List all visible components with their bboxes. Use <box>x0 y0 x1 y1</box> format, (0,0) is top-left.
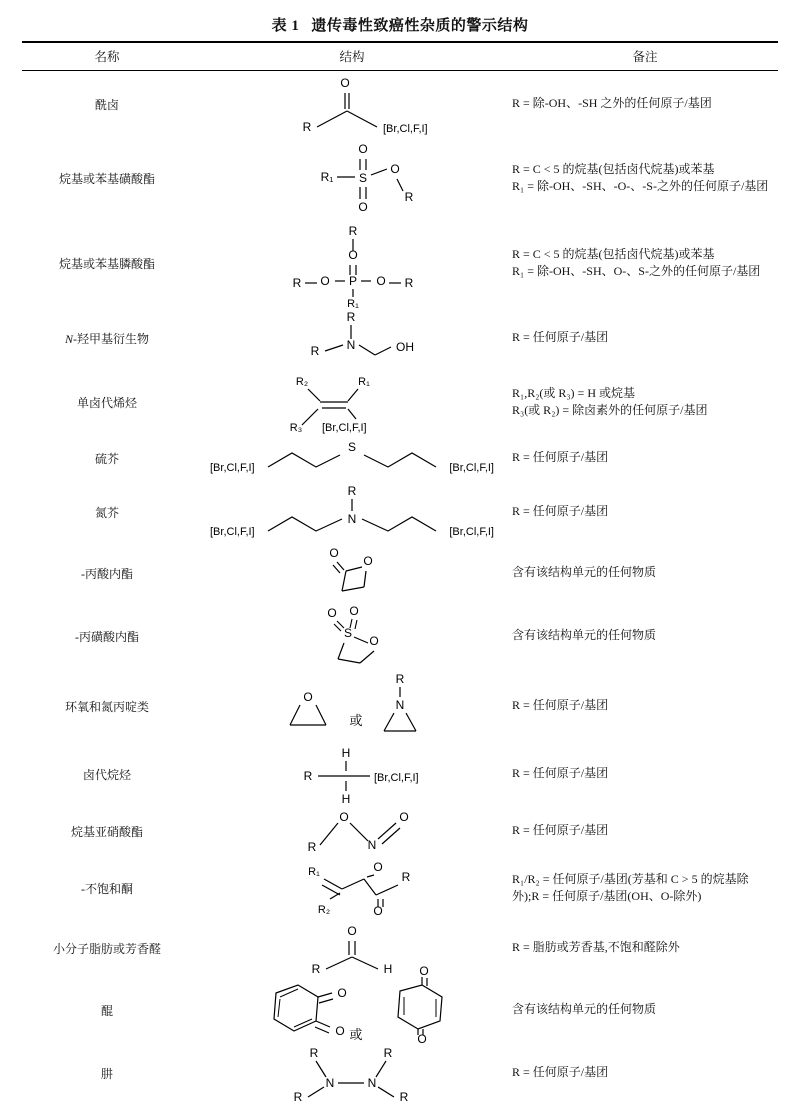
row-structure-monohaloalkene <box>192 369 512 435</box>
note-line: R = C < 5 的烷基(包括卤代烷基)或苯基 <box>512 161 715 176</box>
row-structure-phosphonate <box>192 219 512 310</box>
table-row <box>22 219 778 307</box>
label-r3: R₃ <box>289 422 303 434</box>
note-line: R₁,R₂(或 R₃) = H 或烷基 <box>512 385 635 400</box>
column-header-structure: 结构 <box>339 50 365 64</box>
table-row <box>22 743 778 805</box>
row-note <box>512 369 778 435</box>
label-o-top: O <box>419 964 429 978</box>
table-row <box>22 977 778 1043</box>
note-line: R = 脂肪或芳香基,不饱和醛除外 <box>512 940 680 955</box>
row-name: -丙酸内酯 <box>81 566 133 581</box>
row-structure-acyl-halide <box>192 71 512 137</box>
label-o-ester: O <box>390 162 400 176</box>
row-note <box>512 603 778 669</box>
label-r: R <box>311 962 321 976</box>
label-r: R <box>404 190 414 204</box>
para-quinone <box>398 964 442 1046</box>
table-row <box>22 543 778 603</box>
label-r-bottom-left: R <box>293 1090 303 1103</box>
label-s: S <box>343 626 353 640</box>
row-note <box>512 219 778 307</box>
row-note <box>512 1043 778 1103</box>
label-halide-left: [Br,Cl,F,I] <box>210 526 255 538</box>
label-r: R <box>302 120 312 134</box>
table-row <box>22 369 778 435</box>
row-structure-aldehyde <box>192 919 512 977</box>
note-line: 含有该结构单元的任何物质 <box>512 628 657 643</box>
label-halide: [Br,Cl,F,I] <box>383 123 428 135</box>
note-line: R₃(或 R₂) = 除卤素外的任何原子/基团 <box>512 403 708 417</box>
note-line: R₁/R₂ = 任何原子/基团(芳基和 C > 5 的烷基除 <box>512 871 749 886</box>
column-header-note: 备注 <box>632 50 658 64</box>
row-name: 环氧和氮丙啶类 <box>64 699 149 714</box>
row-structure-epoxide-aziridine <box>192 669 512 743</box>
label-r1: R₁ <box>358 376 370 388</box>
label-o-terminal: O <box>399 810 409 824</box>
label-r: R <box>347 484 357 498</box>
row-note <box>512 543 778 603</box>
note-line: R = 任何原子/基团 <box>512 766 609 781</box>
table-title <box>22 10 778 41</box>
row-note <box>512 71 778 137</box>
label-r-top: R <box>346 310 356 324</box>
warning-structures-table <box>22 43 778 70</box>
table-row <box>22 481 778 543</box>
label-r-left: R <box>310 344 320 358</box>
label-o-left: O <box>320 274 330 288</box>
row-name: 烷基或苯基磺酸酯 <box>58 171 155 186</box>
label-halide-right: [Br,Cl,F,I] <box>449 462 494 474</box>
label-halide-right: [Br,Cl,F,I] <box>449 526 494 538</box>
row-structure-unsaturated-ketone <box>192 857 512 919</box>
note-line: R = 任何原子/基团 <box>512 1065 609 1080</box>
label-r: R <box>401 870 411 884</box>
row-note <box>512 307 778 369</box>
note-line: R = 任何原子/基团 <box>512 450 609 465</box>
label-s: S <box>358 171 368 185</box>
row-structure-hydrazine <box>192 1043 512 1103</box>
row-name: -丙磺酸内酯 <box>75 629 139 644</box>
note-line: R₁ = 除-OH、-SH、-O-、-S-之外的任何原子/基团 <box>512 179 769 193</box>
table-row <box>22 669 778 743</box>
label-o-ring: O <box>363 554 373 568</box>
note-line: R = 任何原子/基团 <box>512 330 609 345</box>
row-name: -不饱和酮 <box>81 881 133 896</box>
table-row <box>22 857 778 919</box>
row-note <box>512 669 778 743</box>
label-r-top-right: R <box>383 1046 393 1060</box>
row-name-italic-prefix: N <box>64 331 73 346</box>
label-r2: R₂ <box>295 376 309 388</box>
label-o-top: O <box>348 248 358 262</box>
label-r1: R₁ <box>320 170 334 184</box>
row-note <box>512 919 778 977</box>
label-o-top: O <box>337 986 347 1000</box>
row-note <box>512 805 778 857</box>
label-n: N <box>395 698 405 712</box>
row-structure-alkyl-nitrite <box>192 805 512 857</box>
label-o-bottom: O <box>373 904 383 918</box>
label-n: N <box>347 512 357 526</box>
table-row <box>22 603 778 669</box>
row-note <box>512 481 778 543</box>
label-o: O <box>347 924 357 938</box>
label-n: N <box>367 838 377 852</box>
row-structure-quinone <box>192 964 512 1046</box>
row-name <box>22 307 192 369</box>
label-h-top: H <box>341 746 351 760</box>
note-line: R₁ = 除-OH、-SH、O-、S-之外的任何原子/基团 <box>512 264 761 278</box>
label-oh: OH <box>396 340 414 354</box>
label-o-a: O <box>327 606 337 620</box>
table-number: 表 1 <box>271 18 300 34</box>
row-structure-sulfur-mustard <box>192 435 512 481</box>
note-line: R = 任何原子/基团 <box>512 504 609 519</box>
label-o-top: O <box>358 142 368 156</box>
table-header-row <box>22 43 778 70</box>
label-r1: R₁ <box>347 298 359 310</box>
label-o-bottom: O <box>417 1032 427 1046</box>
column-header-name: 名称 <box>94 50 120 64</box>
note-line: R = 除-OH、-SH 之外的任何原子/基团 <box>512 96 712 111</box>
label-r1: R₁ <box>308 866 320 878</box>
row-structure-propane-sultone <box>192 603 512 669</box>
row-note <box>512 977 778 1043</box>
warning-structures-body <box>22 71 778 1103</box>
table-row <box>22 307 778 369</box>
label-o-ring: O <box>369 634 379 648</box>
row-structure-propiolactone <box>192 543 512 603</box>
label-o-top: O <box>373 860 383 874</box>
row-name: 醌 <box>100 1003 113 1018</box>
row-name: 小分子脂肪或芳香醛 <box>52 941 161 956</box>
label-r2: R₂ <box>317 904 331 916</box>
ortho-quinone <box>274 985 347 1038</box>
table-row <box>22 919 778 977</box>
table-row <box>22 137 778 219</box>
note-line: R = 任何原子/基团 <box>512 823 609 838</box>
table-row <box>22 71 778 137</box>
label-halide: [Br,Cl,F,I] <box>322 422 367 434</box>
label-o: O <box>303 690 313 704</box>
row-structure-haloalkane <box>192 743 512 805</box>
label-halide: [Br,Cl,F,I] <box>374 772 419 784</box>
note-line: R = 任何原子/基团 <box>512 698 609 713</box>
label-o-bottom: O <box>335 1024 345 1038</box>
row-note <box>512 743 778 805</box>
row-structure-sulfonate <box>192 137 512 219</box>
table-title-text: 遗传毒性致癌性杂质的警示结构 <box>311 18 529 34</box>
note-line: 外);R = 任何原子/基团(OH、O-除外) <box>512 889 702 903</box>
label-o: O <box>339 810 349 824</box>
label-s: S <box>347 440 357 454</box>
label-o: O <box>340 76 350 90</box>
row-note <box>512 857 778 919</box>
label-r: R <box>307 840 317 854</box>
table-row <box>22 1043 778 1103</box>
label-o-b: O <box>349 604 359 618</box>
row-structure-n-hydroxymethyl <box>192 307 512 369</box>
label-h: H <box>383 962 393 976</box>
note-line: 含有该结构单元的任何物质 <box>512 565 657 580</box>
label-h-bottom: H <box>341 792 351 806</box>
label-o-carbonyl: O <box>329 546 339 560</box>
row-name-rest: -羟甲基衍生物 <box>73 331 149 346</box>
label-or: 或 <box>349 713 363 728</box>
row-name: 卤代烷烃 <box>82 767 131 782</box>
note-line: R = C < 5 的烷基(包括卤代烷基)或苯基 <box>512 246 715 261</box>
row-name: 烷基或苯基膦酸酯 <box>58 256 155 271</box>
label-or: 或 <box>349 1027 363 1042</box>
row-name: 氮芥 <box>94 505 119 520</box>
label-r-bottom-right: R <box>399 1090 409 1103</box>
label-n-left: N <box>325 1076 335 1090</box>
note-line: 含有该结构单元的任何物质 <box>512 1002 657 1017</box>
row-name: 烷基亚硝酸酯 <box>70 824 143 839</box>
label-n-right: N <box>367 1076 377 1090</box>
row-name: 硫芥 <box>94 451 119 466</box>
label-r-top-left: R <box>309 1046 319 1060</box>
label-halide-left: [Br,Cl,F,I] <box>210 462 255 474</box>
label-r-left: R <box>292 276 302 290</box>
label-o-bottom: O <box>358 200 368 214</box>
row-name: 单卤代烯烃 <box>76 395 137 410</box>
label-p: P <box>348 274 358 288</box>
row-note <box>512 435 778 481</box>
row-name: 酰卤 <box>94 97 119 112</box>
label-r-top: R <box>348 224 358 238</box>
row-note <box>512 137 778 219</box>
label-n: N <box>346 338 356 352</box>
table-row <box>22 435 778 481</box>
label-r: R <box>395 672 405 686</box>
row-structure-nitrogen-mustard <box>192 481 512 543</box>
label-r-right: R <box>404 276 414 290</box>
label-o-right: O <box>376 274 386 288</box>
label-r: R <box>303 769 313 783</box>
table-row <box>22 805 778 857</box>
row-name: 肼 <box>100 1066 113 1081</box>
